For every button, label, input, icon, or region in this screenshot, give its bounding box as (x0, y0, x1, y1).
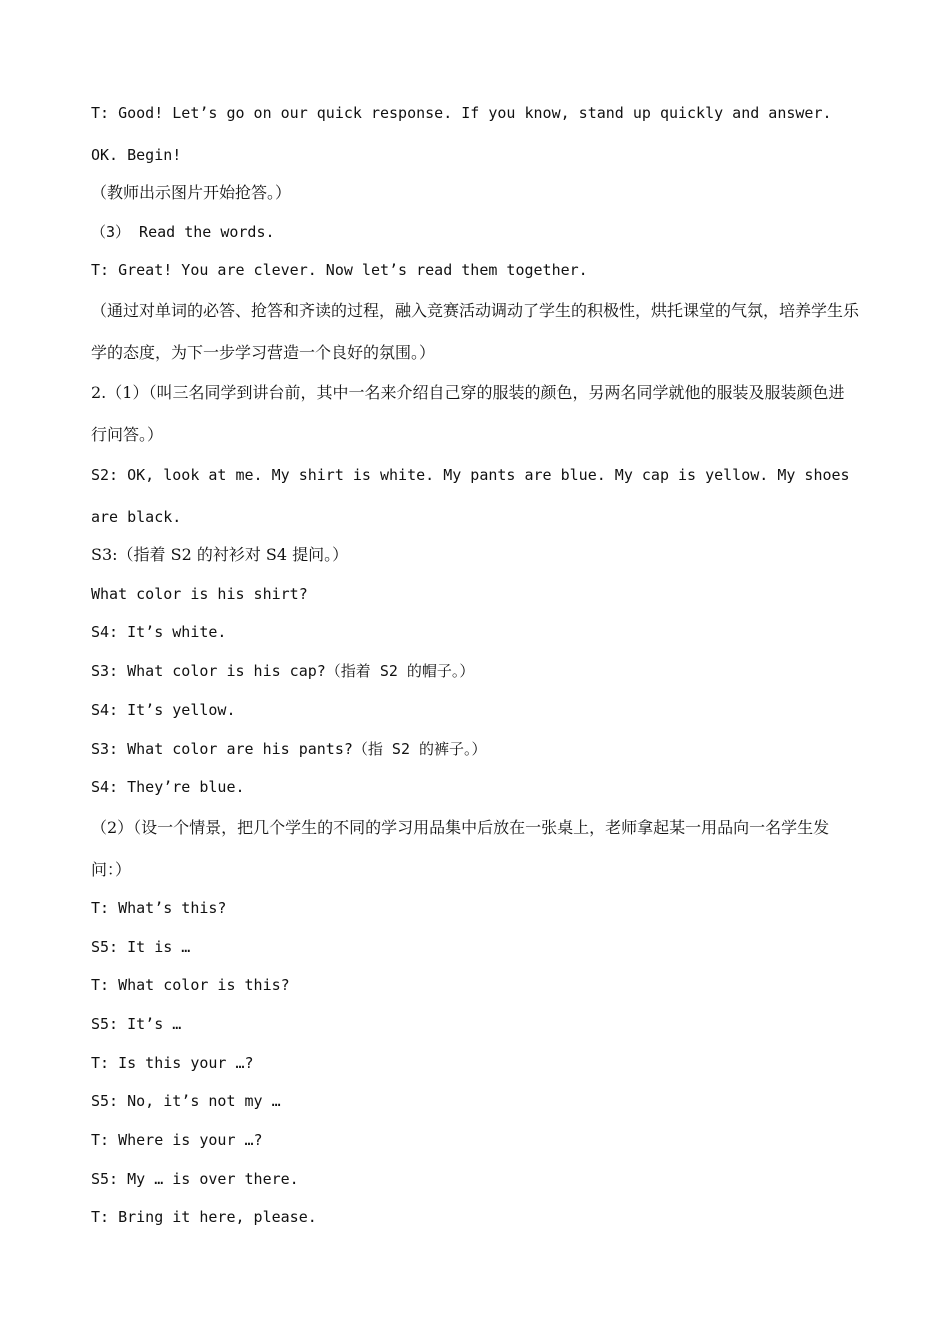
dialogue-line: S4: It’s yellow. (91, 700, 236, 719)
paragraph-quick-response: T: Good! Let’s go on our quick response. If you know, stand up quickly and answer. OK. Begin! (91, 104, 832, 164)
paragraph-s2-intro: S2: OK, look at me. My shirt is white. My pants are blue. My cap is yellow. My shoes are black. (91, 466, 850, 527)
dialogue-line: T: Where is your …? (91, 1131, 263, 1149)
dialogue-line: S5: It is … (91, 937, 191, 956)
paragraph-s3-points-shirt: S3:（指着 S2 的衬衫对 S4 提问。） (91, 545, 349, 565)
paragraph-competition-note: （通过对单词的必答、抢答和齐读的过程，融入竞赛活动调动了学生的积极性，烘托课堂的气氛，培养学生乐学的态度，为下一步学习营造一个良好的氛围。） (91, 301, 859, 363)
dialogue-line: What color is his shirt? (91, 584, 308, 603)
paragraph-step-2-2: （2）（设一个情景，把几个学生的不同的学习用品集中后放在一张桌上，老师拿起某一用品向一名学生发问：） (91, 817, 830, 879)
paragraph-teacher-shows-pictures: （教师出示图片开始抢答。） (91, 183, 292, 202)
dialogue-line: T: What color is this? (91, 976, 290, 995)
paragraph-read-the-words: （3） Read the words. (91, 222, 275, 241)
dialogue-line: S3: What color is his cap?（指着 S2 的帽子。） (91, 662, 475, 681)
dialogue-line: S5: No, it’s not my … (91, 1092, 281, 1111)
dialogue-line: T: Bring it here, please. (91, 1208, 317, 1227)
dialogue-line: S5: My … is over there. (91, 1169, 299, 1188)
paragraph-step-2-1: 2.（1）（叫三名同学到讲台前，其中一名来介绍自己穿的服装的颜色，另两名同学就他的服装及服装颜色进行问答。） (91, 383, 845, 445)
dialogue-line: T: Is this your …? (91, 1053, 254, 1072)
dialogue-line: S3: What color are his pants?（指 S2 的裤子。） (91, 739, 487, 758)
dialogue-line: S4: It’s white. (91, 623, 227, 642)
dialogue-line: S4: They’re blue. (91, 778, 245, 797)
dialogue-line: S5: It’s … (91, 1014, 182, 1033)
document-page (91, 92, 859, 1237)
paragraph-read-together: T: Great! You are clever. Now let’s read them together. (91, 261, 588, 280)
dialogue-line: T: What’s this? (91, 898, 227, 917)
